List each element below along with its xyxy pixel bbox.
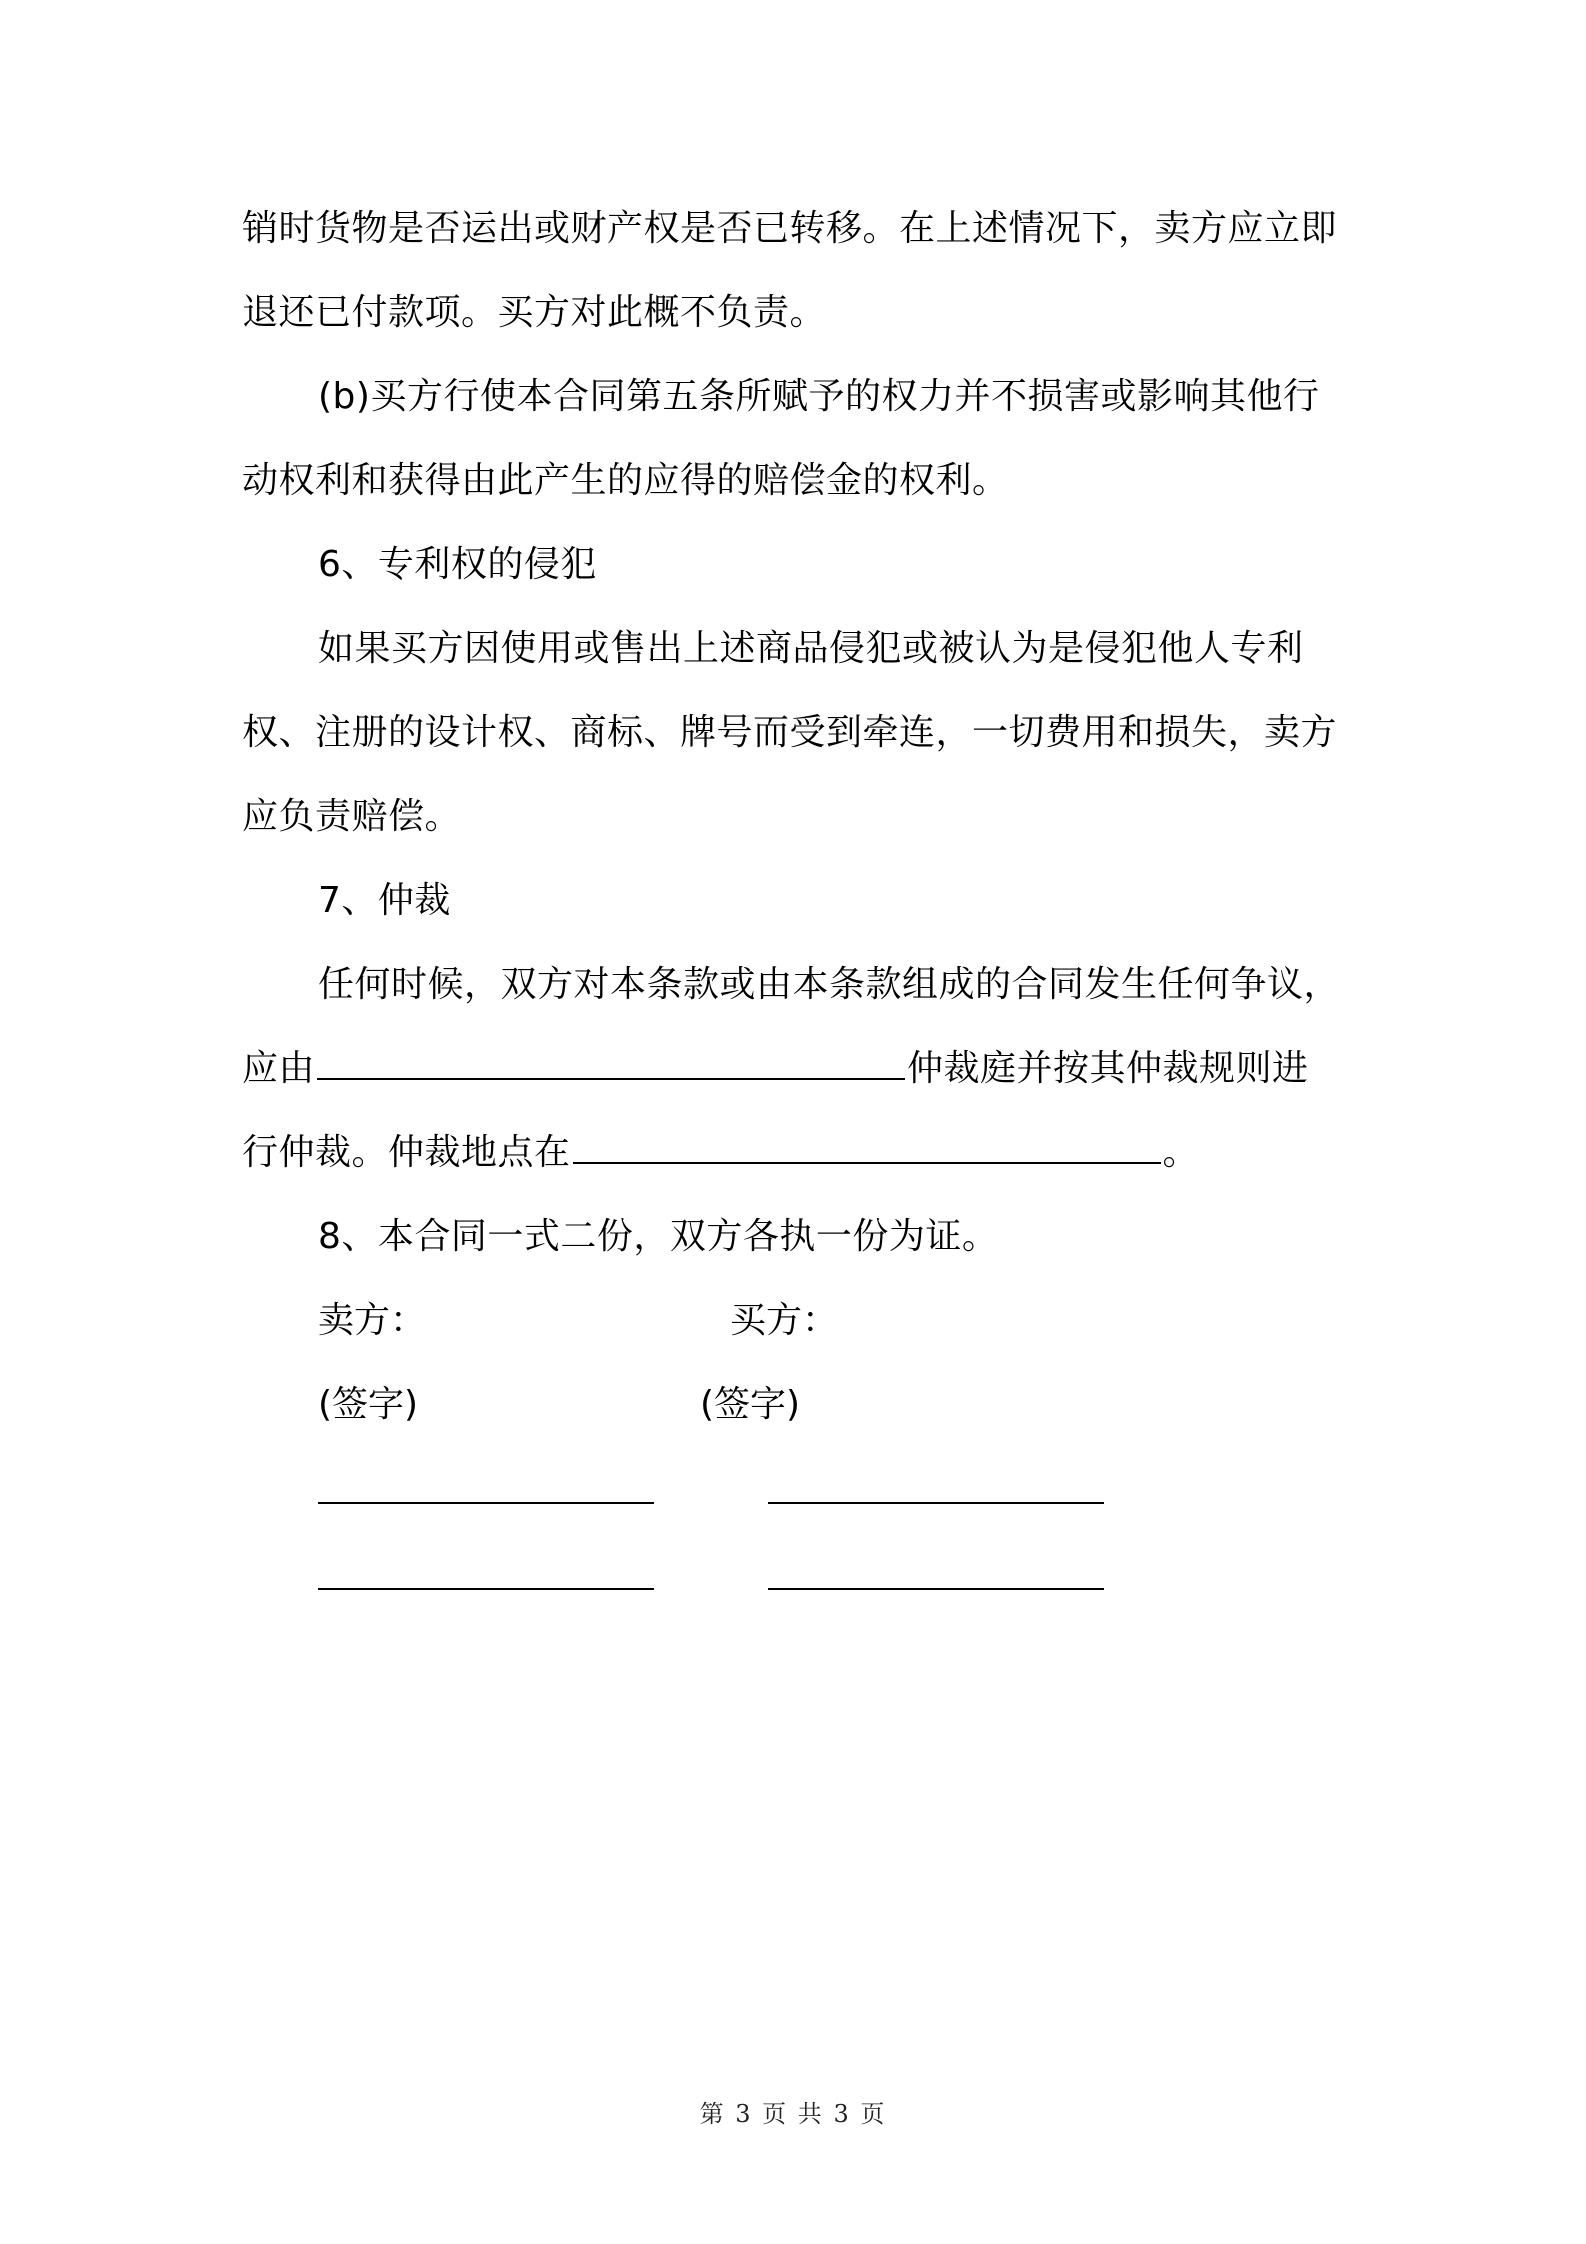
paragraph-line: (b)买方行使本合同第五条所赋予的权力并不损害或影响其他行	[318, 376, 1320, 417]
arbitration-suffix: 仲裁庭并按其仲裁规则进	[907, 1048, 1309, 1089]
arbitration-place-suffix: 。	[1162, 1132, 1200, 1173]
section-heading-6: 6、专利权的侵犯	[318, 544, 597, 585]
section-heading-8: 8、本合同一式二份，双方各执一份为证。	[318, 1216, 999, 1257]
seller-sign-label: (签字)	[318, 1384, 419, 1425]
seller-signature-line-1[interactable]	[318, 1502, 654, 1504]
arbitration-place-blank[interactable]	[573, 1132, 1161, 1164]
paragraph-line: 销时货物是否运出或财产权是否已转移。在上述情况下，卖方应立即	[242, 208, 1338, 249]
section-heading-7: 7、仲裁	[318, 880, 451, 921]
buyer-label: 买方：	[730, 1300, 839, 1341]
paragraph-line: 权、注册的设计权、商标、牌号而受到牵连，一切费用和损失，卖方	[242, 712, 1338, 753]
buyer-sign-label: (签字)	[700, 1384, 801, 1425]
paragraph-line: 如果买方因使用或售出上述商品侵犯或被认为是侵犯他人专利	[318, 628, 1304, 669]
paragraph-line: 退还已付款项。买方对此概不负责。	[242, 292, 827, 333]
paragraph-line: 动权利和获得由此产生的应得的赔偿金的权利。	[242, 460, 1009, 501]
arbitration-court-blank[interactable]	[317, 1048, 905, 1080]
paragraph-line: 任何时候，双方对本条款或由本条款组成的合同发生任何争议，	[318, 964, 1341, 1005]
seller-signature-line-2[interactable]	[318, 1588, 654, 1590]
buyer-signature-line-2[interactable]	[768, 1588, 1104, 1590]
arbitration-place-prefix: 行仲裁。仲裁地点在	[242, 1132, 571, 1173]
arbitration-prefix: 应由	[242, 1048, 316, 1089]
paragraph-line: 应负责赔偿。	[242, 796, 462, 837]
arbitration-place-line	[242, 1130, 1362, 1176]
arbitration-line	[242, 1046, 1362, 1092]
buyer-signature-line-1[interactable]	[768, 1502, 1104, 1504]
seller-label: 卖方：	[318, 1300, 427, 1341]
page-number-footer: 第 3 页 共 3 页	[699, 2100, 887, 2128]
